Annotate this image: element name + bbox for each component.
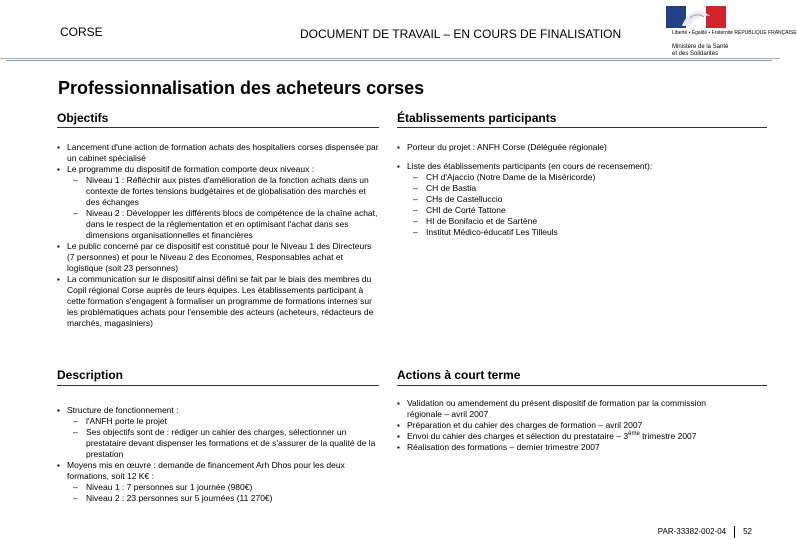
list-item: – HI de Bonifacio et de Sartène [407,216,767,227]
list-item: ▪ Porteur du projet : ANFH Corse (Déléguée régionale) [397,142,767,153]
list-item: ▪ Structure de fonctionnement : – l'ANFH porte le projet – Ses objectifs sont de : rédiger un cahier des charges, sélectionner un prestataire devant dispenser les formations et de s'assurer de la qualité de la prestation [57,405,379,460]
list-item: ▪ Moyens mis en œuvre : demande de financement Arh Dhos pour les deux formations, soit 12 K€ : – Niveau 1 : 7 personnes sur 1 journée (980€) – Niveau 2 : 23 personnes sur 5 journées (11 270€) [57,460,379,504]
list-item: – Niveau 2 : Développer les différents blocs de compétence de la chaîne achat, dans le respect de la réglementation et en optimisant l'achat dans ses dimensions organisationnelles et financières [67,208,379,241]
description-sublist [67,482,379,504]
list-item: – Niveau 1 : Réfléchir aux pistes d'amélioration de la fonction achats dans un contexte de fortes tensions budgétaires et de globalisation des marchés et des échanges [67,175,379,208]
tricolor-flag-icon [666,6,726,28]
list-item: ▪ Préparation et du cahier des charges de formation – avril 2007 [397,420,727,431]
objectifs-sublist [67,175,379,241]
header-accent-divider [6,60,772,61]
description-list [57,405,379,504]
actions-heading: Actions à court terme [397,368,521,382]
list-item: ▪ Liste des établissements participants (en cours de recensement): – CH d'Ajaccio (Notre Dame de la Miséricorde) – CH de Bastia – CHs de Castelluccio – CHI de Corté Tattone – HI de Bonifacio et de Sartène – Institut Médico-éducatif Les Tilleuls [397,161,767,238]
page-title: Professionnalisation des acheteurs corses [58,78,425,98]
objectifs-heading: Objectifs [57,111,109,125]
description-heading-rule [57,385,379,386]
page-number: 52 [743,527,752,537]
objectifs-heading-rule [57,127,379,128]
footer [658,526,752,538]
list-item: – Niveau 2 : 23 personnes sur 5 journées (11 270€) [67,493,379,504]
list-item: – CHI de Corté Tattone [407,205,767,216]
list-item: – CHs de Castelluccio [407,194,767,205]
list-item: – CH d'Ajaccio (Notre Dame de la Miséricorde) [407,172,767,183]
list-item: ▪ Le programme du dispositif de formation comporte deux niveaux : – Niveau 1 : Réfléchir aux pistes d'amélioration de la fonction achats dans un contexte de fortes tensions budgétaires et de globalisation des marchés et des échanges – Niveau 2 : Développer les différents blocs de compétence de la chaîne achat, dans le respect de la réglementation et en optimisant l'achat dans ses dimensions organisationnelles et financières [57,164,379,241]
description-heading: Description [57,368,124,382]
list-item: ▪ Lancement d'une action de formation achats des hospitaliers corses dispensée par un cabinet spécialisé [57,142,379,164]
etablissements-heading-rule [397,127,767,128]
logo-ministry-line-1: Ministère de la Santé [672,44,729,50]
document-code: PAR-33382-002-04 [657,527,727,537]
list-item: – Niveau 1 : 7 personnes sur 1 journée (980€) [67,482,379,493]
list-item: – Institut Médico-éducatif Les Tilleuls [407,227,767,238]
objectifs-list [57,142,379,329]
list-item: – Ses objectifs sont de : rédiger un cahier des charges, sélectionner un prestataire devant dispenser les formations et de s'assurer de la qualité de la prestation [67,427,379,460]
header-divider [0,58,780,59]
actions-heading-rule [397,385,767,386]
description-sublist [67,416,379,460]
list-item: ▪ Le public concerné par ce dispositif est constitué pour le Niveau 1 des Directeurs (7 personnes) et pour le Niveau 2 des Economes, Responsables achat et logistique (soit 23 personnes) [57,241,379,274]
logo-republic-text: Liberté • Égalité • Fraternité RÉPUBLIQUE FRANÇAISE [672,30,797,36]
list-item: – l'ANFH porte le projet [67,416,379,427]
etablissements-list [397,142,767,238]
footer-separator [734,526,735,538]
header-region-label: CORSE [60,25,103,39]
logo-ministry-line-2: et des Solidarités [672,51,719,57]
list-item: ▪ La communication sur le dispositif ainsi défini se fait par le biais des membres du Copil régional Corse auprès de leurs équipes. Les établissements participant à cette formation s'engagent à formaliser un programme de formations internes sur les problématiques achats pour l'ensemble des acteurs (acheteurs, rédacteurs de marchés, magasiniers) [57,274,379,329]
list-item: ▪ Envoi du cahier des charges et sélection du prestataire – 3ème trimestre 2007 [397,431,727,442]
list-item: – CH de Bastia [407,183,767,194]
etablissements-heading: Établissements participants [397,111,557,125]
list-item: ▪ Validation ou amendement du présent dispositif de formation par la commission régionale – avril 2007 [397,398,727,420]
header-document-status: DOCUMENT DE TRAVAIL – EN COURS DE FINALISATION [300,27,622,41]
list-item: ▪ Réalisation des formations – dernier trimestre 2007 [397,442,727,453]
etablissements-sublist [407,172,767,238]
actions-list [397,398,727,453]
